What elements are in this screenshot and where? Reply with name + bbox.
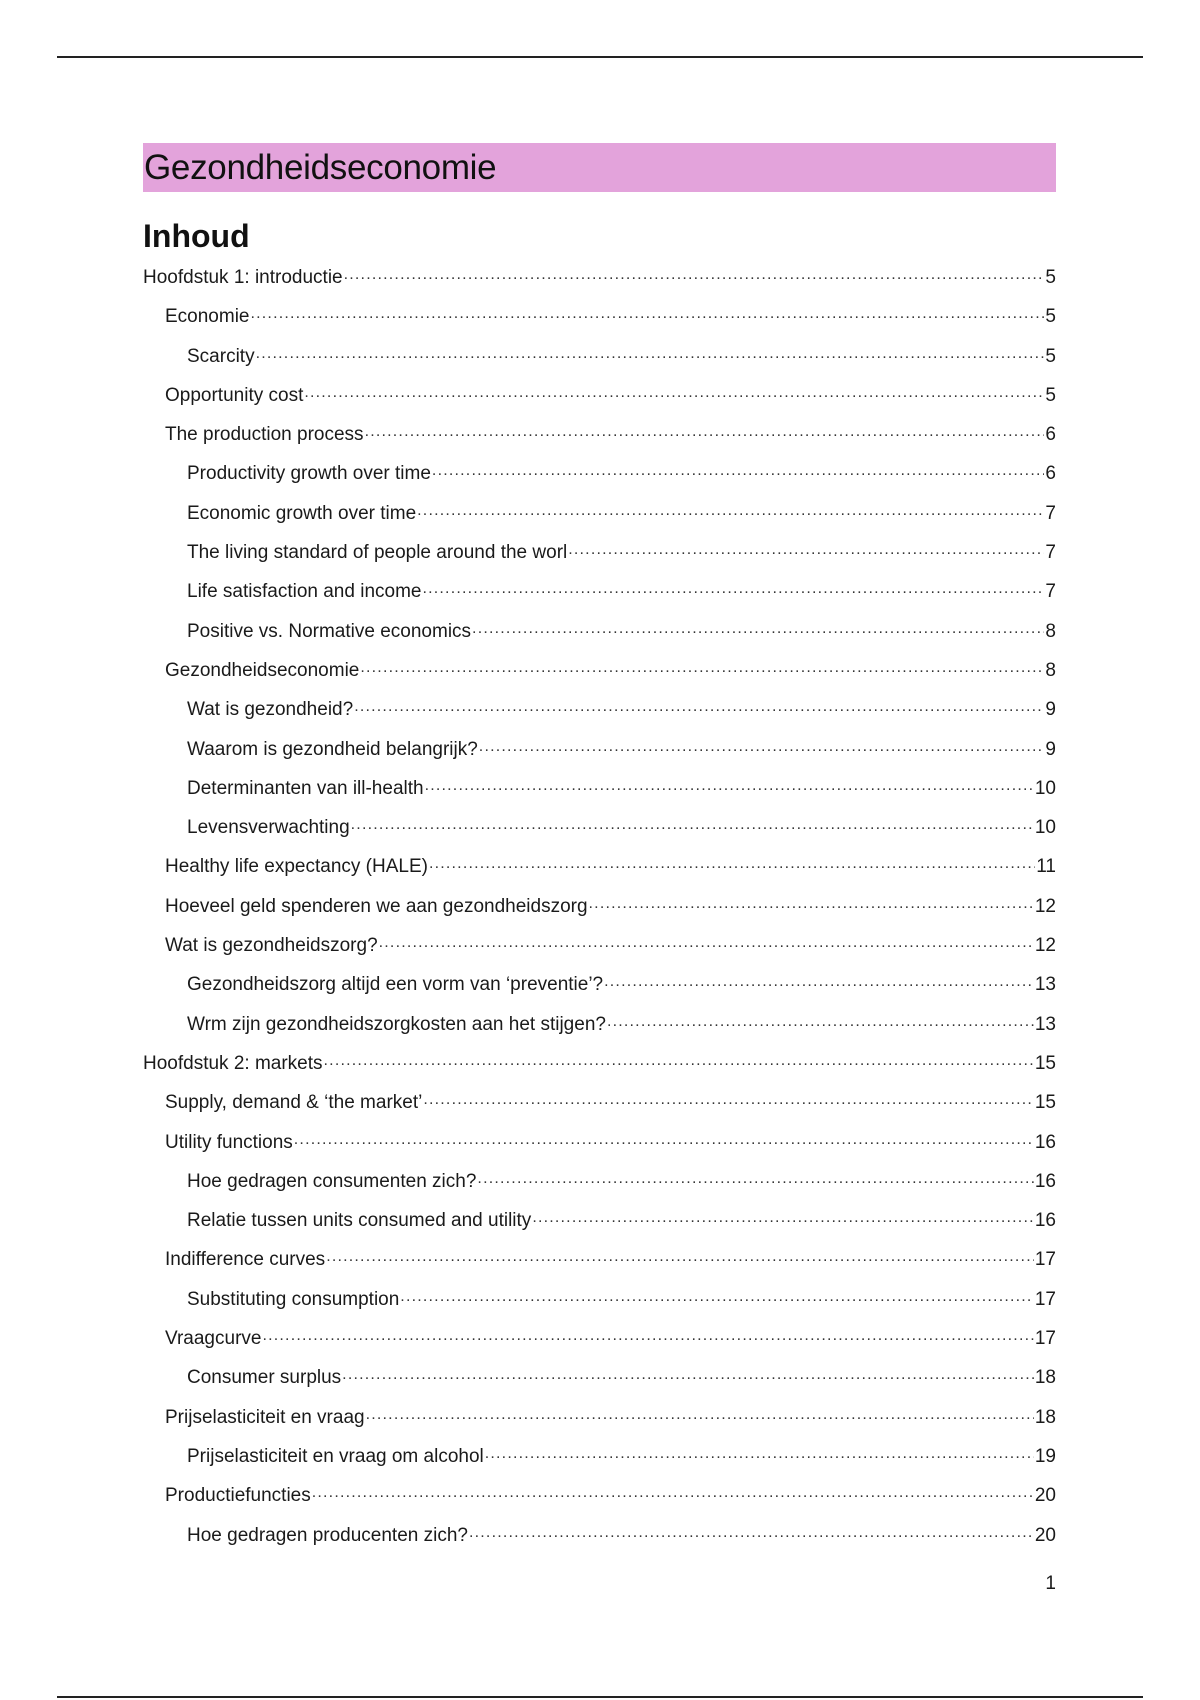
header-rule — [57, 56, 1143, 58]
toc-entry-page: 12 — [1034, 895, 1056, 917]
toc-entry-page: 5 — [1045, 267, 1056, 288]
toc-entry[interactable] — [143, 1240, 1056, 1279]
toc-entry-page: 7 — [1045, 581, 1056, 603]
toc-dot-leader — [568, 538, 1044, 558]
toc-entry-label[interactable]: Wat is gezondheidszorg? — [165, 935, 378, 957]
toc-entry[interactable] — [143, 1437, 1056, 1476]
page-content — [143, 143, 1056, 1555]
toc-entry-page: 11 — [1036, 856, 1056, 878]
toc-entry-label[interactable]: Prijselasticiteit en vraag — [165, 1406, 365, 1428]
toc-entry[interactable] — [143, 1476, 1056, 1515]
toc-entry-page: 15 — [1034, 1052, 1056, 1074]
toc-entry-page: 16 — [1034, 1131, 1056, 1153]
toc-entry-page: 10 — [1034, 817, 1056, 839]
toc-entry[interactable] — [143, 1398, 1056, 1437]
toc-entry[interactable] — [143, 887, 1056, 926]
toc-entry[interactable] — [143, 730, 1056, 769]
toc-entry-label[interactable]: Positive vs. Normative economics — [187, 620, 472, 642]
toc-entry[interactable] — [143, 1201, 1056, 1240]
toc-entry-label[interactable]: Wrm zijn gezondheidszorgkosten aan het stijgen? — [187, 1013, 606, 1035]
toc-entry-page: 8 — [1045, 659, 1056, 681]
toc-entry-page: 6 — [1045, 463, 1056, 485]
toc-entry-label[interactable]: Life satisfaction and income — [187, 581, 422, 603]
toc-entry-page: 18 — [1034, 1406, 1056, 1428]
toc-dot-leader — [326, 1245, 1034, 1265]
page-number: 1 — [1045, 1573, 1056, 1594]
toc-entry-label[interactable]: Relatie tussen units consumed and utility — [187, 1210, 532, 1232]
toc-entry-page: 7 — [1045, 502, 1056, 524]
toc-entry-page: 13 — [1034, 974, 1056, 996]
toc-dot-leader — [422, 577, 1044, 597]
toc-entry[interactable] — [143, 651, 1056, 690]
toc-entry[interactable] — [143, 258, 1056, 297]
table-of-contents — [143, 258, 1056, 1555]
toc-entry[interactable] — [143, 1319, 1056, 1358]
toc-dot-leader — [607, 1010, 1034, 1030]
toc-dot-leader — [589, 892, 1034, 912]
toc-entry-label[interactable]: Consumer surplus — [187, 1367, 342, 1389]
toc-dot-leader — [366, 1403, 1034, 1423]
toc-entry-page: 8 — [1045, 620, 1056, 642]
toc-entry-label[interactable]: Opportunity cost — [165, 384, 304, 406]
toc-entry-label[interactable]: Hoe gedragen producenten zich? — [187, 1524, 468, 1546]
toc-entry-label[interactable]: Hoeveel geld spenderen we aan gezondheidszorg — [165, 895, 588, 917]
toc-dot-leader — [469, 1521, 1034, 1541]
toc-entry-page: 5 — [1045, 384, 1056, 406]
toc-dot-leader — [354, 695, 1044, 715]
toc-entry-page: 19 — [1034, 1445, 1056, 1467]
toc-entry-label[interactable]: The living standard of people around the worl — [187, 542, 568, 564]
toc-entry[interactable] — [143, 1044, 1056, 1083]
toc-entry-label[interactable]: Substituting consumption — [187, 1288, 400, 1310]
toc-dot-leader — [256, 342, 1045, 362]
toc-entry[interactable] — [143, 1516, 1056, 1555]
toc-dot-leader — [425, 774, 1034, 794]
toc-entry-label[interactable]: Indifference curves — [165, 1249, 326, 1271]
toc-dot-leader — [532, 1206, 1034, 1226]
toc-dot-leader — [262, 1324, 1033, 1344]
toc-entry-label[interactable]: Economie — [165, 306, 250, 328]
toc-entry-label[interactable]: The production process — [165, 424, 364, 446]
toc-dot-leader — [477, 1167, 1033, 1187]
toc-dot-leader — [472, 617, 1044, 637]
toc-entry-page: 5 — [1045, 345, 1056, 367]
toc-entry[interactable] — [143, 612, 1056, 651]
toc-entry-label[interactable]: Economic growth over time — [187, 502, 417, 524]
toc-entry[interactable] — [143, 847, 1056, 886]
toc-dot-leader — [417, 499, 1044, 519]
toc-entry-page: 18 — [1034, 1367, 1056, 1389]
toc-entry-label[interactable]: Gezondheidseconomie — [165, 659, 360, 681]
toc-entry-page: 13 — [1034, 1013, 1056, 1035]
toc-entry-label[interactable]: Hoofdstuk 2: markets — [143, 1052, 323, 1074]
toc-entry[interactable] — [143, 1358, 1056, 1397]
footer-rule — [57, 1696, 1143, 1698]
toc-entry[interactable] — [143, 494, 1056, 533]
toc-entry-page: 6 — [1045, 424, 1056, 446]
toc-entry-page: 12 — [1034, 935, 1056, 957]
toc-entry[interactable] — [143, 808, 1056, 847]
toc-entry[interactable] — [143, 297, 1056, 336]
toc-entry[interactable] — [143, 415, 1056, 454]
toc-entry-label[interactable]: Healthy life expectancy (HALE) — [165, 856, 428, 878]
toc-entry[interactable] — [143, 533, 1056, 572]
toc-entry[interactable] — [143, 376, 1056, 415]
toc-entry-label[interactable]: Productiefuncties — [165, 1485, 311, 1507]
toc-entry[interactable] — [143, 572, 1056, 611]
toc-heading: Inhoud — [143, 218, 250, 254]
toc-dot-leader — [324, 1049, 1034, 1069]
toc-entry[interactable] — [143, 454, 1056, 493]
toc-entry-page: 17 — [1034, 1249, 1056, 1271]
toc-dot-leader — [304, 381, 1044, 401]
toc-entry-label[interactable]: Determinanten van ill-health — [187, 777, 424, 799]
toc-dot-leader — [312, 1481, 1034, 1501]
toc-entry-label[interactable]: Hoofdstuk 1: introductie — [143, 267, 343, 288]
toc-dot-leader — [360, 656, 1044, 676]
toc-entry-label[interactable]: Scarcity — [187, 345, 255, 367]
toc-entry-page: 16 — [1034, 1170, 1056, 1192]
toc-entry-label[interactable]: Productivity growth over time — [187, 463, 431, 485]
toc-dot-leader — [294, 1128, 1034, 1148]
toc-entry-page: 5 — [1045, 306, 1056, 328]
toc-dot-leader — [400, 1285, 1034, 1305]
toc-entry-page: 16 — [1034, 1210, 1056, 1232]
toc-entry-label[interactable]: Supply, demand & ‘the market’ — [165, 1092, 423, 1114]
toc-entry-page: 10 — [1034, 777, 1056, 799]
document-title: Gezondheidseconomie — [143, 143, 1056, 192]
toc-entry[interactable] — [143, 769, 1056, 808]
toc-entry[interactable] — [143, 1005, 1056, 1044]
toc-entry-label[interactable]: Vraagcurve — [165, 1328, 262, 1350]
toc-entry-label[interactable]: Utility functions — [165, 1131, 293, 1153]
toc-dot-leader — [479, 735, 1045, 755]
toc-entry-label[interactable]: Wat is gezondheid? — [187, 699, 354, 721]
toc-entry[interactable] — [143, 926, 1056, 965]
toc-dot-leader — [432, 459, 1045, 479]
toc-entry-label[interactable]: Levensverwachting — [187, 817, 350, 839]
toc-dot-leader — [423, 1088, 1034, 1108]
toc-entry[interactable] — [143, 1280, 1056, 1319]
toc-entry[interactable] — [143, 690, 1056, 729]
toc-entry[interactable] — [143, 1162, 1056, 1201]
toc-entry[interactable] — [143, 1123, 1056, 1162]
toc-dot-leader — [344, 263, 1045, 283]
toc-dot-leader — [379, 931, 1034, 951]
toc-dot-leader — [365, 420, 1045, 440]
toc-entry-page: 20 — [1034, 1524, 1056, 1546]
toc-dot-leader — [342, 1363, 1034, 1383]
toc-entry-label[interactable]: Prijselasticiteit en vraag om alcohol — [187, 1445, 484, 1467]
toc-entry-page: 17 — [1034, 1328, 1056, 1350]
toc-entry-page: 9 — [1045, 699, 1056, 721]
toc-entry-page: 7 — [1045, 542, 1056, 564]
toc-dot-leader — [429, 852, 1035, 872]
toc-entry[interactable] — [143, 965, 1056, 1004]
toc-dot-leader — [351, 813, 1034, 833]
toc-entry[interactable] — [143, 1083, 1056, 1122]
toc-entry-page: 15 — [1034, 1092, 1056, 1114]
toc-dot-leader — [604, 970, 1034, 990]
toc-entry-page: 17 — [1034, 1288, 1056, 1310]
toc-entry-label[interactable]: Gezondheidszorg altijd een vorm van ‘preventie’? — [187, 974, 604, 996]
toc-dot-leader — [485, 1442, 1034, 1462]
toc-entry-label[interactable]: Waarom is gezondheid belangrijk? — [187, 738, 478, 760]
toc-entry-label[interactable]: Hoe gedragen consumenten zich? — [187, 1170, 477, 1192]
toc-dot-leader — [251, 302, 1045, 322]
toc-entry-page: 9 — [1045, 738, 1056, 760]
toc-entry[interactable] — [143, 337, 1056, 376]
toc-entry-page: 20 — [1034, 1485, 1056, 1507]
